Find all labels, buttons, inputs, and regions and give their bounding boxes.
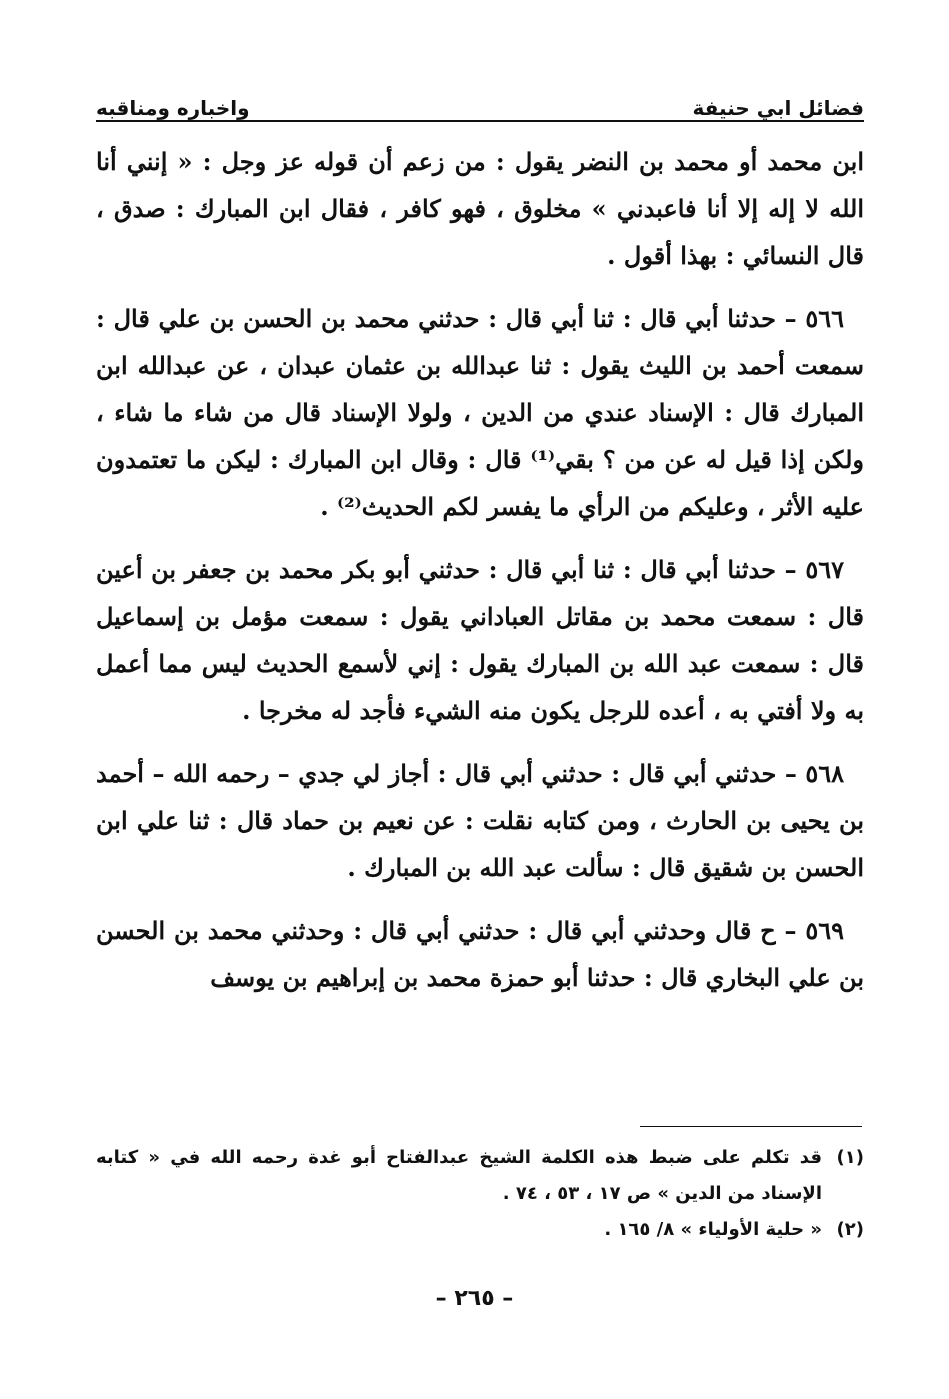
paragraph-text: ابن محمد أو محمد بن النضر يقول : من زعم أن قوله عز وجل : « إنني أنا الله لا إله إلا أنا فاعبدني » مخلوق ، فهو كافر ، فقال ابن المبارك : صدق ، قال النسائي : بهذا أقول . [96,147,865,270]
paragraph-number: ٥٦٧ – [784,555,845,584]
footnote-rule [640,1126,862,1127]
paragraph-568 [96,750,864,891]
footnote-1 [96,1140,864,1212]
paragraph-566 [96,295,864,530]
page-number: – ٢٦٥ – [435,1286,514,1311]
footnote-marker: (١) [836,1147,864,1168]
paragraph-number: ٥٦٦ – [784,304,845,333]
footnote-marker: (٢) [836,1219,864,1240]
paragraph-text: حدثني أبي قال : حدثني أبي قال : أجاز لي جدي – رحمه الله – أحمد بن يحيى بن الحارث ، ومن كتابه نقلت : عن نعيم بن حماد قال : ثنا علي ابن الحسن بن شقيق قال : سألت عبد الله بن المبارك . [96,759,864,882]
header-section-title: واخباره ومناقبه [96,96,250,120]
paragraph-continuation [96,138,864,279]
footnote-text: قد تكلم على ضبط هذه الكلمة الشيخ عبدالفتاح أبو غدة رحمه الله في « كتابه الإسناد من الدين » ص ١٧ ، ٥٣ ، ٧٤ . [96,1147,822,1204]
paragraph-text: ح قال وحدثني أبي قال : حدثني أبي قال : وحدثني محمد بن الحسن بن علي البخاري قال : حدثنا أبو حمزة محمد بن إبراهيم بن يوسف [96,916,864,992]
footnote-2 [96,1212,864,1248]
header-book-title: فضائل ابي حنيفة [692,96,864,120]
body-text [96,138,864,1017]
running-header [96,80,864,120]
paragraph-text: حدثنا أبي قال : ثنا أبي قال : حدثني أبو بكر محمد بن جعفر بن أعين قال : سمعت محمد بن مقاتل العباداني يقول : سمعت مؤمل بن إسماعيل قال : سمعت عبد الله بن المبارك يقول : إني لأسمع الحديث ليس مما أعمل به ولا أفتي به ، أعده للرجل يكون منه الشيء فأجد له مخرجا . [96,555,864,725]
paragraph-567 [96,546,864,734]
footnotes [96,1140,864,1248]
header-rule [96,120,864,122]
paragraph-569 [96,907,864,1001]
paragraph-text: حدثنا أبي قال : ثنا أبي قال : حدثني محمد بن الحسن بن علي قال : سمعت أحمد بن الليث يقول : ثنا عبدالله بن عثمان عبدان ، عن عبدالله ابن المبارك قال : الإسناد عندي من الدين ، ولولا الإسناد قال من شاء ما شاء ، ولكن إذا قيل له عن من ؟ بقي⁽¹⁾ قال : وقال ابن المبارك : ليكن ما تعتمدون عليه الأثر ، وعليكم من الرأي ما يفسر لكم الحديث⁽²⁾ . [96,304,864,521]
footnote-text: « حلية الأولياء » ٨/ ١٦٥ . [604,1219,822,1240]
paragraph-number: ٥٦٩ – [784,916,844,945]
paragraph-number: ٥٦٨ – [784,759,845,788]
